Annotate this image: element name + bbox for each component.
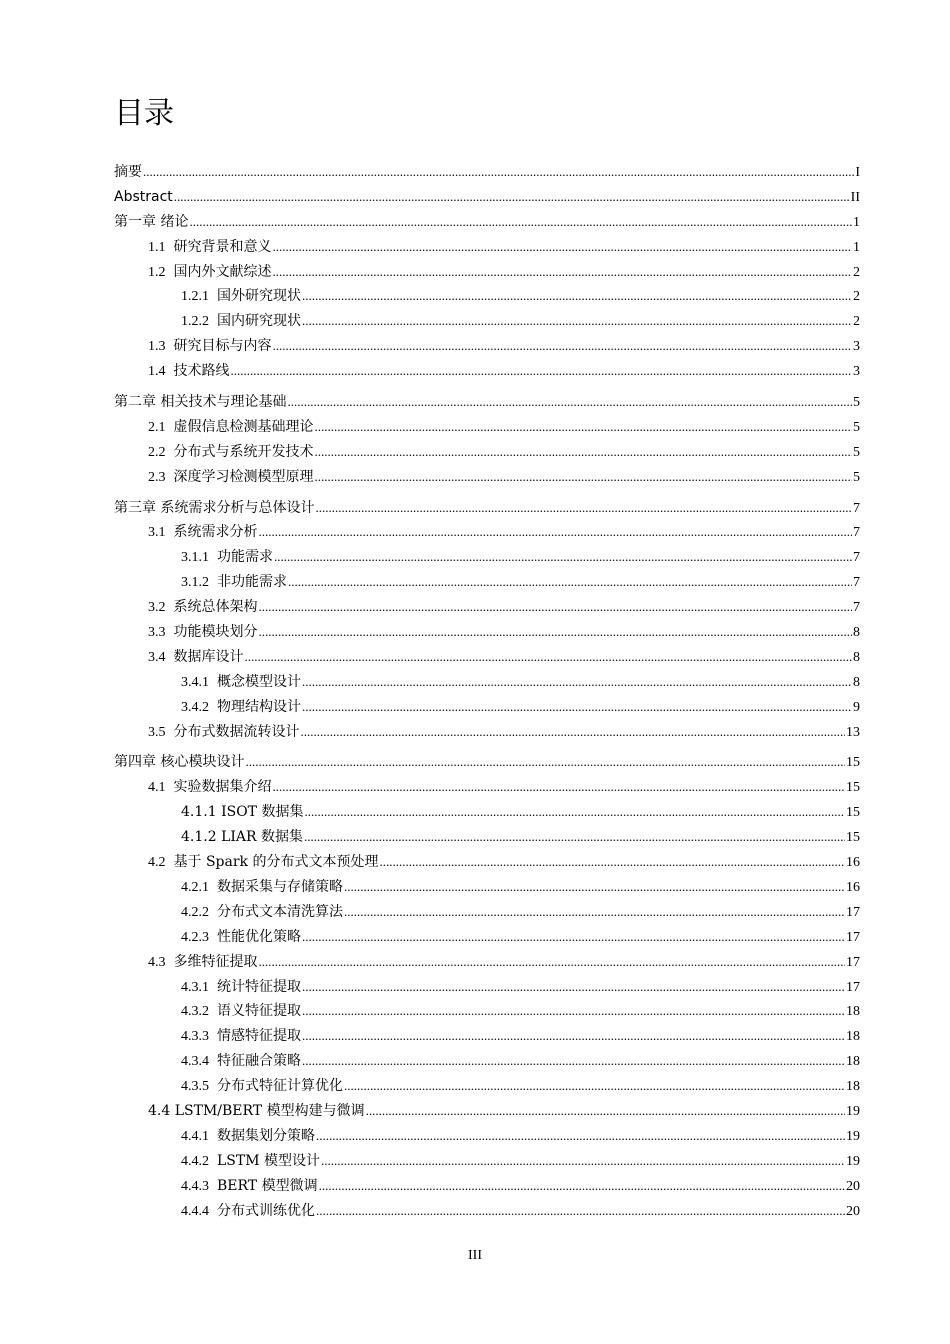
- toc-entry-number: 3.2: [148, 600, 166, 616]
- page-number: III: [468, 1248, 482, 1263]
- toc-entry-number: 3.1.1: [181, 550, 209, 566]
- page-title: 目录: [114, 96, 174, 131]
- toc-entry-number: 1.2.2: [181, 314, 209, 330]
- table-of-contents: [114, 160, 860, 1223]
- toc-entry-page: II: [850, 189, 860, 205]
- toc-entry-label: 物理结构设计: [217, 698, 301, 715]
- toc-entry-page: 7: [853, 550, 860, 566]
- toc-entry-page: 3: [853, 339, 860, 355]
- dot-leader: [231, 359, 853, 384]
- dot-leader: [259, 520, 853, 545]
- toc-entry-label: 功能需求: [217, 549, 273, 566]
- toc-entry-page: 18: [846, 1054, 860, 1070]
- toc-entry-number: 4.2.3: [181, 929, 209, 945]
- toc-entry-label: 国内研究现状: [217, 313, 301, 330]
- dot-leader: [287, 390, 852, 415]
- toc-entry-label: 非功能需求: [217, 574, 287, 591]
- toc-entry-number: 4.3.5: [181, 1079, 209, 1095]
- toc-entry-label: 第四章 核心模块设计: [114, 754, 245, 771]
- dot-leader: [259, 950, 846, 975]
- toc-entry-number: 4.2: [148, 855, 166, 871]
- toc-entry[interactable]: [114, 620, 860, 645]
- toc-entry[interactable]: [114, 545, 860, 570]
- dot-leader: [315, 440, 853, 465]
- toc-entry[interactable]: [114, 415, 860, 440]
- toc-entry-label: 分布式特征计算优化: [217, 1078, 343, 1095]
- toc-entry-number: 3.1: [148, 525, 166, 541]
- dot-leader: [259, 595, 853, 620]
- toc-entry-label: 数据库设计: [173, 648, 244, 665]
- toc-entry-number: 4.4.2: [181, 1153, 209, 1169]
- toc-entry-page: 17: [846, 954, 860, 970]
- dot-leader: [301, 720, 846, 745]
- toc-entry[interactable]: [114, 309, 860, 334]
- dot-leader: [273, 260, 853, 285]
- toc-entry-label: 数据采集与存储策略: [217, 878, 343, 895]
- dot-leader: [315, 496, 852, 521]
- toc-entry[interactable]: [114, 1024, 860, 1049]
- dot-leader: [302, 309, 852, 334]
- toc-entry[interactable]: [114, 850, 860, 875]
- toc-entry[interactable]: [114, 925, 860, 950]
- toc-entry-label: 分布式与系统开发技术: [173, 443, 314, 460]
- dot-leader: [302, 695, 852, 720]
- toc-entry-page: 8: [853, 649, 860, 665]
- toc-entry-label: 功能模块划分: [173, 624, 258, 641]
- toc-entry-page: 17: [846, 979, 860, 995]
- toc-entry-label: 性能优化策略: [217, 928, 301, 945]
- toc-entry-page: 19: [846, 1128, 860, 1144]
- dot-leader: [344, 1074, 845, 1099]
- toc-entry-label: 特征融合策略: [217, 1053, 301, 1070]
- toc-entry-label: 语义特征提取: [217, 1003, 301, 1020]
- dot-leader: [288, 570, 852, 595]
- dot-leader: [302, 1049, 845, 1074]
- dot-leader: [274, 545, 852, 570]
- toc-entry-number: 4.3.1: [181, 979, 209, 995]
- dot-leader: [302, 925, 845, 950]
- toc-entry-label: 研究目标与内容: [173, 338, 272, 355]
- toc-entry[interactable]: [114, 999, 860, 1024]
- toc-entry-label: LSTM 模型设计: [217, 1152, 321, 1169]
- toc-entry-label: 研究背景和意义: [173, 238, 272, 255]
- toc-entry-number: 1.2.1: [181, 289, 209, 305]
- toc-entry-label: 虚假信息检测基础理论: [173, 418, 314, 435]
- toc-entry-page: 15: [846, 780, 860, 796]
- toc-entry-label: 摘要: [114, 164, 142, 180]
- toc-entry-number: 3.4.2: [181, 699, 209, 715]
- toc-entry[interactable]: [114, 260, 860, 285]
- toc-entry-number: 4.4.1: [181, 1128, 209, 1144]
- toc-entry-number: 1.4: [148, 364, 166, 380]
- dot-leader: [259, 620, 853, 645]
- dot-leader: [316, 1124, 845, 1149]
- toc-entry[interactable]: [114, 1149, 860, 1174]
- toc-entry[interactable]: [114, 520, 860, 545]
- toc-entry[interactable]: [114, 900, 860, 925]
- toc-entry-label: 分布式数据流转设计: [173, 723, 300, 740]
- toc-entry[interactable]: [114, 950, 860, 975]
- dot-leader: [273, 235, 853, 260]
- toc-entry[interactable]: [114, 1199, 860, 1224]
- toc-entry-page: 15: [846, 830, 860, 846]
- toc-entry-label: 多维特征提取: [173, 953, 258, 970]
- dot-leader: [304, 825, 845, 850]
- toc-entry-page: 19: [846, 1103, 860, 1119]
- toc-entry-number: 4.2.2: [181, 904, 209, 920]
- toc-entry-number: 4.3.2: [181, 1004, 209, 1020]
- toc-entry-label: 统计特征提取: [217, 978, 301, 995]
- dot-leader: [379, 850, 845, 875]
- toc-entry[interactable]: [114, 1074, 860, 1099]
- toc-entry[interactable]: [114, 465, 860, 490]
- toc-entry-page: 18: [846, 1029, 860, 1045]
- toc-entry-page: 5: [853, 395, 860, 411]
- toc-entry-number: 3.4.1: [181, 674, 209, 690]
- toc-entry-page: 8: [853, 674, 860, 690]
- toc-entry[interactable]: [114, 210, 860, 235]
- toc-entry-label: Abstract: [114, 188, 173, 205]
- dot-leader: [321, 1149, 845, 1174]
- dot-leader: [143, 160, 854, 185]
- toc-entry-label: BERT 模型微调: [217, 1177, 318, 1194]
- toc-entry-label: 第一章 绪论: [114, 213, 189, 230]
- toc-entry-page: 18: [846, 1079, 860, 1095]
- dot-leader: [302, 975, 845, 1000]
- toc-entry-page: 2: [853, 314, 860, 330]
- toc-entry-page: 7: [853, 525, 860, 541]
- toc-entry-label: 实验数据集介绍: [173, 779, 272, 796]
- toc-entry-page: 18: [846, 1004, 860, 1020]
- toc-entry-page: 16: [846, 855, 860, 871]
- toc-entry-page: 7: [853, 600, 860, 616]
- toc-entry[interactable]: [114, 284, 860, 309]
- toc-entry-page: 5: [853, 419, 860, 435]
- toc-entry[interactable]: [114, 390, 860, 415]
- toc-entry-label: 分布式文本清洗算法: [217, 903, 343, 920]
- toc-entry-label: 数据集划分策略: [217, 1127, 315, 1144]
- toc-entry[interactable]: [114, 570, 860, 595]
- toc-entry-label: 第二章 相关技术与理论基础: [114, 394, 287, 411]
- toc-entry-page: I: [855, 165, 860, 180]
- toc-entry[interactable]: [114, 334, 860, 359]
- toc-entry-page: 20: [846, 1203, 860, 1219]
- toc-entry-page: 5: [853, 444, 860, 460]
- toc-entry[interactable]: [114, 720, 860, 745]
- toc-entry-label: 国内外文献综述: [173, 263, 272, 280]
- toc-entry-page: 3: [853, 364, 860, 380]
- toc-entry[interactable]: [114, 1124, 860, 1149]
- toc-entry[interactable]: [114, 645, 860, 670]
- toc-entry-number: 1.3: [148, 339, 166, 355]
- toc-entry[interactable]: [114, 825, 860, 850]
- toc-entry-page: 2: [853, 289, 860, 305]
- dot-leader: [302, 1024, 845, 1049]
- toc-entry-label: 分布式训练优化: [217, 1202, 315, 1219]
- toc-entry-page: 15: [846, 805, 860, 821]
- dot-leader: [319, 1174, 845, 1199]
- dot-leader: [273, 334, 853, 359]
- toc-entry-number: 4.4.4: [181, 1203, 209, 1219]
- dot-leader: [245, 750, 845, 775]
- toc-entry-label: 情感特征提取: [217, 1028, 301, 1045]
- toc-entry[interactable]: [114, 975, 860, 1000]
- dot-leader: [315, 415, 853, 440]
- toc-entry-number: 4.2.1: [181, 879, 209, 895]
- dot-leader: [344, 900, 845, 925]
- dot-leader: [273, 775, 846, 800]
- toc-entry[interactable]: [114, 1099, 860, 1124]
- toc-entry-number: 2.1: [148, 419, 166, 435]
- toc-entry-label: 基于 Spark 的分布式文本预处理: [173, 854, 379, 871]
- toc-entry-number: 4.4.3: [181, 1178, 209, 1194]
- dot-leader: [302, 999, 845, 1024]
- toc-entry-page: 9: [853, 699, 860, 715]
- toc-entry[interactable]: [114, 160, 860, 185]
- toc-entry-number: 3.4: [148, 649, 166, 665]
- toc-entry-page: 16: [846, 879, 860, 895]
- toc-entry-label: 4.1.2 LIAR 数据集: [181, 829, 304, 846]
- toc-entry-page: 1: [853, 214, 860, 230]
- dot-leader: [302, 284, 852, 309]
- toc-entry-number: 3.5: [148, 724, 166, 740]
- toc-entry-label: 4.4 LSTM/BERT 模型构建与微调: [148, 1102, 365, 1119]
- toc-entry-page: 15: [846, 755, 860, 771]
- toc-entry[interactable]: [114, 750, 860, 775]
- dot-leader: [366, 1099, 845, 1124]
- toc-entry-page: 8: [853, 625, 860, 641]
- toc-entry[interactable]: [114, 1174, 860, 1199]
- dot-leader: [174, 185, 850, 210]
- toc-entry[interactable]: [114, 1049, 860, 1074]
- toc-entry-number: 3.3: [148, 625, 166, 641]
- toc-entry-label: 技术路线: [173, 363, 230, 380]
- toc-entry-number: 2.3: [148, 469, 166, 485]
- toc-entry-page: 17: [846, 929, 860, 945]
- toc-entry-page: 1: [853, 239, 860, 255]
- toc-entry[interactable]: [114, 235, 860, 260]
- toc-entry-label: 4.1.1 ISOT 数据集: [181, 804, 304, 821]
- toc-entry-number: 3.1.2: [181, 575, 209, 591]
- dot-leader: [245, 645, 853, 670]
- toc-entry-number: 2.2: [148, 444, 166, 460]
- toc-entry-number: 1.1: [148, 239, 166, 255]
- dot-leader: [189, 210, 852, 235]
- toc-entry-label: 深度学习检测模型原理: [173, 468, 314, 485]
- toc-entry-label: 系统需求分析: [173, 524, 258, 541]
- toc-entry[interactable]: [114, 359, 860, 384]
- toc-entry-number: 4.3: [148, 954, 166, 970]
- toc-entry-label: 概念模型设计: [217, 673, 301, 690]
- toc-entry[interactable]: [114, 496, 860, 521]
- dot-leader: [344, 875, 845, 900]
- toc-entry-label: 第三章 系统需求分析与总体设计: [114, 499, 315, 516]
- toc-entry-page: 2: [853, 264, 860, 280]
- toc-entry[interactable]: [114, 775, 860, 800]
- toc-entry-page: 17: [846, 904, 860, 920]
- toc-entry-page: 19: [846, 1153, 860, 1169]
- dot-leader: [304, 800, 845, 825]
- toc-entry[interactable]: [114, 595, 860, 620]
- toc-entry-label: 系统总体架构: [173, 599, 258, 616]
- toc-entry-number: 4.3.3: [181, 1029, 209, 1045]
- toc-entry-page: 7: [853, 500, 860, 516]
- toc-entry-page: 13: [846, 724, 860, 740]
- dot-leader: [316, 1199, 845, 1224]
- toc-entry[interactable]: [114, 440, 860, 465]
- toc-entry-page: 20: [846, 1178, 860, 1194]
- toc-entry-number: 1.2: [148, 264, 166, 280]
- toc-entry-label: 国外研究现状: [217, 288, 301, 305]
- toc-entry[interactable]: [114, 695, 860, 720]
- toc-entry[interactable]: [114, 670, 860, 695]
- toc-entry-page: 5: [853, 469, 860, 485]
- dot-leader: [302, 670, 852, 695]
- toc-entry[interactable]: [114, 875, 860, 900]
- toc-entry[interactable]: [114, 185, 860, 210]
- toc-entry-number: 4.3.4: [181, 1054, 209, 1070]
- toc-entry-number: 4.1: [148, 780, 166, 796]
- toc-entry[interactable]: [114, 800, 860, 825]
- toc-entry-page: 7: [853, 575, 860, 591]
- dot-leader: [315, 465, 853, 490]
